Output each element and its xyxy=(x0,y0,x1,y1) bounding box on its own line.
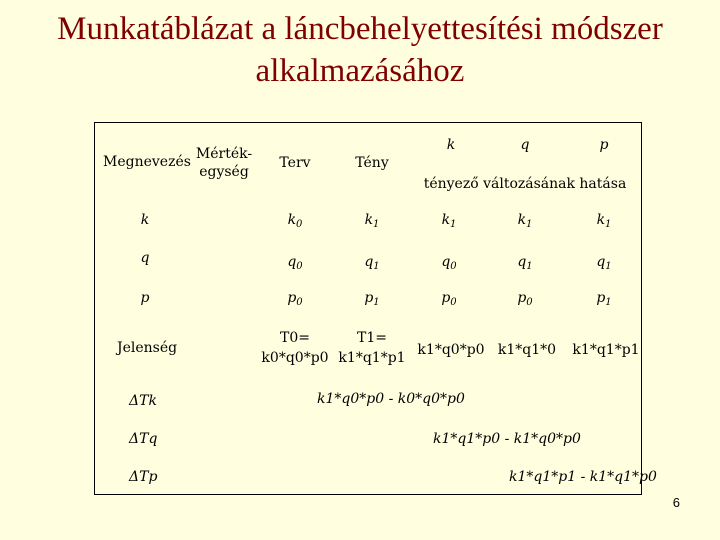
jelenseg-teny: T1= k1*q1*p1 xyxy=(338,330,406,366)
row-k-effect-q: $k_1$ xyxy=(517,212,533,230)
row-p-effect-p: $p_1$ xyxy=(596,290,612,308)
row-k-teny: $k_1$ xyxy=(364,212,380,230)
row-q-effect-q: $q_1$ xyxy=(517,254,533,272)
row-q-teny: $q_1$ xyxy=(364,254,380,272)
work-table xyxy=(94,122,657,495)
row-p-effect-q: $p_0$ xyxy=(517,290,533,308)
delta-tp-label: ΔTp xyxy=(129,469,158,485)
row-q-effect-k: $q_0$ xyxy=(441,254,457,272)
row-k-effect-k: $k_1$ xyxy=(441,212,457,230)
jelenseg-label: Jelenség xyxy=(117,340,178,356)
row-k-label: k xyxy=(140,212,150,228)
header-name: Megnevezés xyxy=(103,154,191,170)
header-actual: Tény xyxy=(355,155,389,171)
header-plan: Terv xyxy=(279,155,311,171)
delta-tq-label: ΔTq xyxy=(129,431,158,447)
title-line-1: Munkatáblázat a láncbehelyettesítési módszer xyxy=(57,11,663,47)
row-k-effect-p: $k_1$ xyxy=(596,212,612,230)
page-number: 6 xyxy=(672,495,680,510)
row-q-label: q xyxy=(140,250,150,266)
row-p-terv: $p_0$ xyxy=(287,290,303,308)
slide-title xyxy=(0,8,720,92)
header-effect: tényező változásának hatása xyxy=(423,176,627,192)
delta-tk-label: ΔTk xyxy=(129,393,157,409)
header-unit-line2: egység xyxy=(199,164,249,180)
jelenseg-effect-k: k1*q0*p0 xyxy=(417,342,485,358)
delta-tp-formula: k1*q1*p1 - k1*q1*p0 xyxy=(509,469,657,485)
header-k: k xyxy=(446,137,456,153)
row-q-effect-p: $q_1$ xyxy=(596,254,612,272)
header-unit-line1: Mérték- xyxy=(195,146,253,162)
jelenseg-effect-p: k1*q1*p1 xyxy=(572,342,640,358)
row-p-effect-k: $p_0$ xyxy=(441,290,457,308)
row-p-teny: $p_1$ xyxy=(364,290,380,308)
delta-tk-formula: k1*q0*p0 - k0*q0*p0 xyxy=(317,391,465,407)
row-p-label: p xyxy=(140,290,150,306)
row-q-terv: $q_0$ xyxy=(287,254,303,272)
jelenseg-effect-q: k1*q1*0 xyxy=(497,342,557,358)
header-unit xyxy=(196,145,252,181)
header-q: q xyxy=(520,137,530,153)
delta-tq-formula: k1*q1*p0 - k1*q0*p0 xyxy=(433,431,581,447)
row-k-terv: $k_0$ xyxy=(287,212,303,230)
title-line-2: alkalmazásához xyxy=(255,53,465,89)
jelenseg-terv: T0= k0*q0*p0 xyxy=(261,330,329,366)
header-p: p xyxy=(599,137,609,153)
